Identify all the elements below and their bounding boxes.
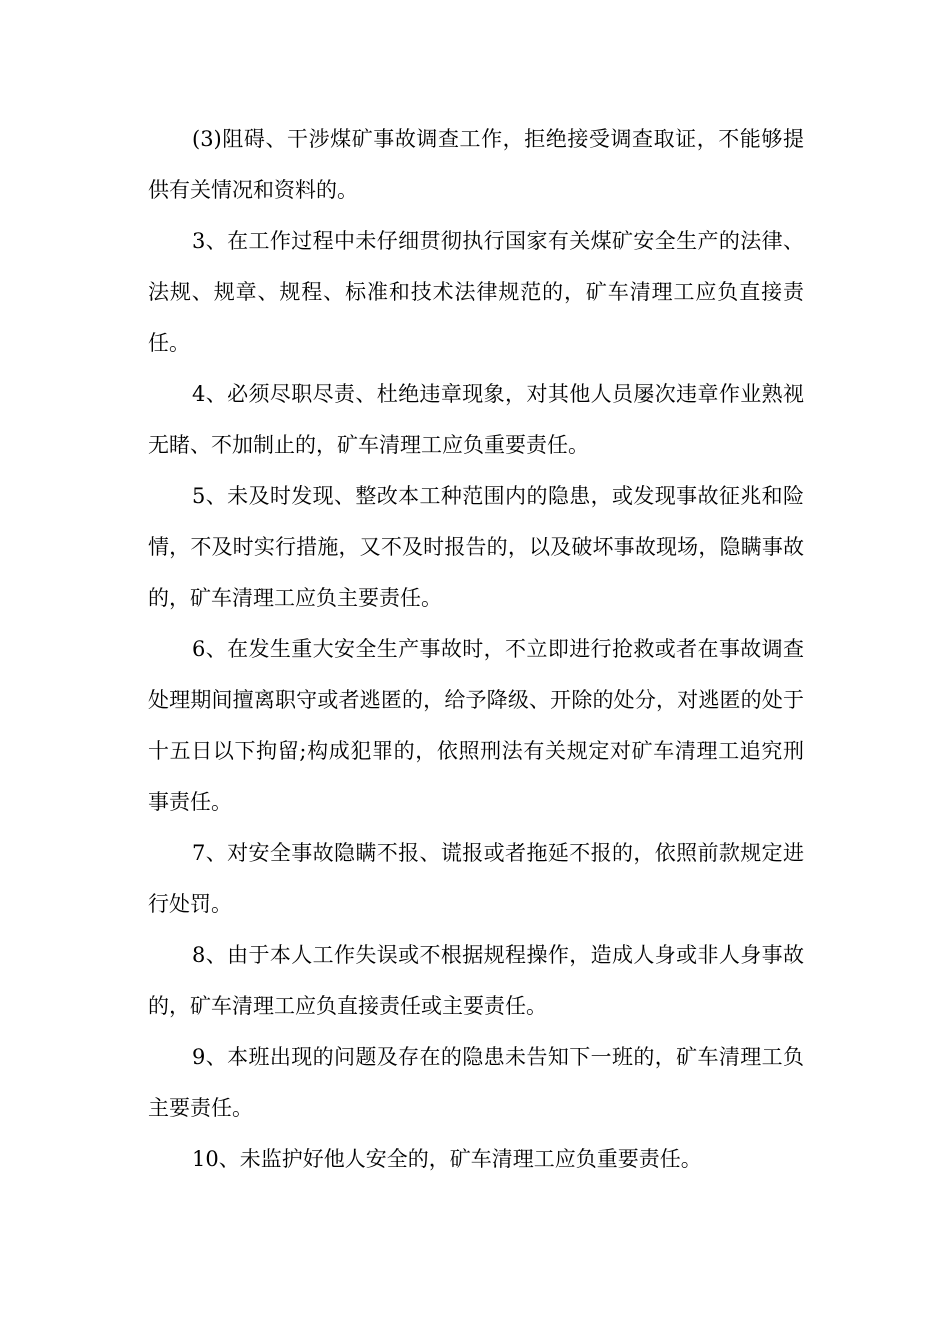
paragraph-item-3: (3)阻碍、干涉煤矿事故调查工作，拒绝接受调查取证，不能够提供有关情况和资料的。 [148,127,804,202]
document-body [148,114,804,1185]
paragraph-clause-6: 6、在发生重大安全生产事故时，不立即进行抢救或者在事故调查处理期间擅离职守或者逃匿的，给予降级、开除的处分，对逃匿的处于十五日以下拘留;构成犯罪的，依照刑法有关规定对矿车清理工追究刑事责任。 [148,637,804,814]
paragraph-clause-7: 7、对安全事故隐瞒不报、谎报或者拖延不报的，依照前款规定进行处罚。 [148,841,804,916]
paragraph-clause-8: 8、由于本人工作失误或不根据规程操作，造成人身或非人身事故的，矿车清理工应负直接责任或主要责任。 [148,943,804,1018]
paragraph-clause-5: 5、未及时发现、整改本工种范围内的隐患，或发现事故征兆和险情，不及时实行措施，又不及时报告的，以及破坏事故现场，隐瞒事故的，矿车清理工应负主要责任。 [148,484,804,610]
paragraph-clause-3: 3、在工作过程中未仔细贯彻执行国家有关煤矿安全生产的法律、法规、规章、规程、标准和技术法律规范的，矿车清理工应负直接责任。 [148,229,804,355]
paragraph-clause-9: 9、本班出现的问题及存在的隐患未告知下一班的，矿车清理工负主要责任。 [148,1045,804,1120]
paragraph-clause-10: 10、未监护好他人安全的，矿车清理工应负重要责任。 [192,1147,702,1171]
paragraph-clause-4: 4、必须尽职尽责、杜绝违章现象，对其他人员屡次违章作业熟视无睹、不加制止的，矿车清理工应负重要责任。 [148,382,804,457]
